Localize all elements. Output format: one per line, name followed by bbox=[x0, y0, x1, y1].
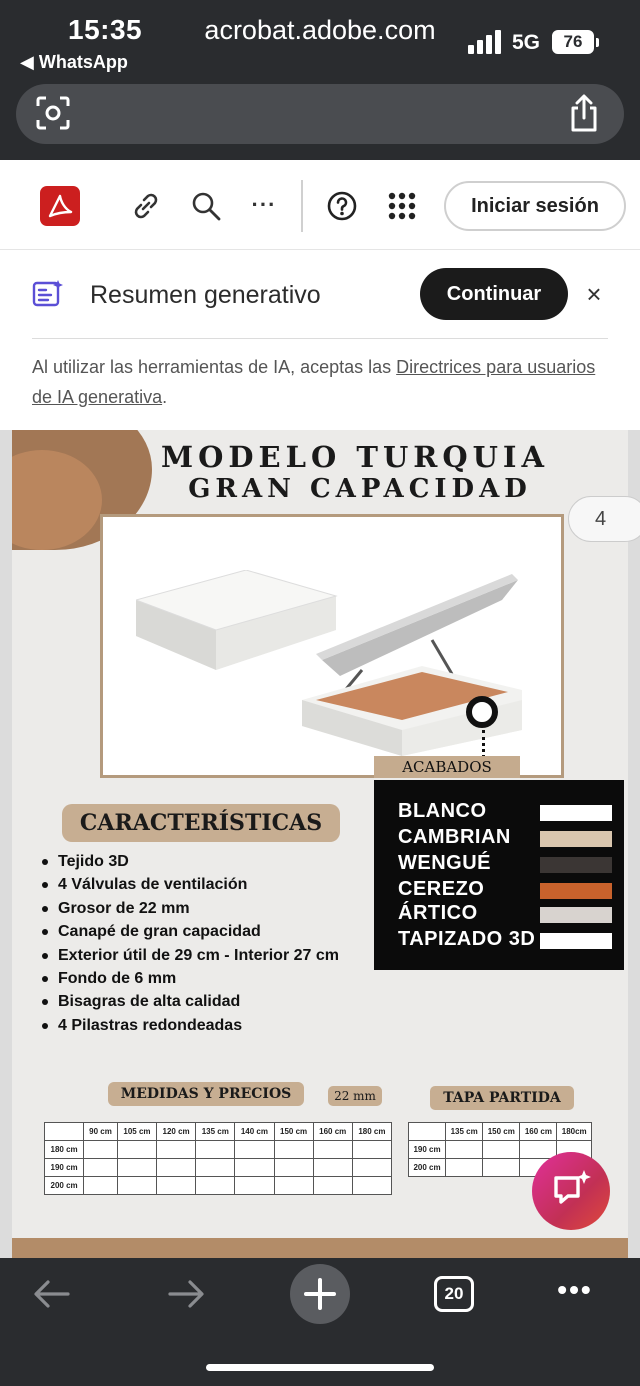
back-arrow-icon[interactable] bbox=[32, 1276, 72, 1312]
finish-swatch bbox=[540, 907, 612, 923]
plus-icon bbox=[290, 1264, 350, 1324]
prices-table bbox=[44, 1122, 392, 1195]
finish-swatch bbox=[540, 883, 612, 899]
apps-grid-icon[interactable] bbox=[386, 190, 418, 222]
row-header: 190 cm bbox=[45, 1159, 84, 1177]
list-item: Exterior útil de 29 cm - Interior 27 cm bbox=[40, 944, 339, 967]
table-header-row bbox=[409, 1123, 592, 1141]
forward-arrow-icon[interactable] bbox=[166, 1276, 206, 1312]
column-header: 150 cm bbox=[483, 1123, 520, 1141]
search-icon[interactable] bbox=[190, 190, 222, 222]
table-row bbox=[45, 1159, 392, 1177]
back-to-whatsapp-link[interactable]: ◀ WhatsApp bbox=[20, 52, 128, 72]
row-header: 190 cm bbox=[409, 1141, 446, 1159]
summary-title: Resumen generativo bbox=[90, 281, 321, 309]
table-corner bbox=[409, 1123, 446, 1141]
column-header: 135 cm bbox=[196, 1123, 235, 1141]
address-bar[interactable] bbox=[16, 84, 624, 144]
ai-assistant-icon bbox=[532, 1152, 610, 1230]
column-header: 150 cm bbox=[274, 1123, 313, 1141]
battery-indicator: 76 bbox=[552, 30, 594, 54]
column-header: 140 cm bbox=[235, 1123, 274, 1141]
characteristics-heading: CARACTERÍSTICAS bbox=[62, 804, 340, 842]
page-settings-icon[interactable] bbox=[36, 96, 70, 130]
column-header: 160 cm bbox=[313, 1123, 352, 1141]
list-item: Bisagras de alta calidad bbox=[40, 990, 339, 1013]
ai-assistant-button[interactable] bbox=[532, 1152, 610, 1230]
list-item: Grosor de 22 mm bbox=[40, 897, 339, 920]
column-header: 90 cm bbox=[84, 1123, 118, 1141]
acrobat-logo-icon[interactable] bbox=[40, 186, 80, 226]
disclaimer-end: . bbox=[162, 387, 168, 407]
column-header: 180 cm bbox=[352, 1123, 391, 1141]
split-lid-heading: TAPA PARTIDA bbox=[430, 1086, 574, 1110]
finish-swatch bbox=[540, 857, 612, 873]
ai-disclaimer bbox=[32, 352, 612, 412]
finish-swatch bbox=[540, 831, 612, 847]
home-indicator bbox=[206, 1364, 434, 1371]
finish-name: TAPIZADO 3D bbox=[398, 928, 536, 950]
finishes-panel bbox=[374, 780, 624, 970]
list-item: Tejido 3D bbox=[40, 850, 339, 873]
menu-icon[interactable]: ••• bbox=[557, 1274, 593, 1305]
open-bed-image bbox=[302, 570, 532, 760]
row-header: 200 cm bbox=[409, 1159, 446, 1177]
link-icon[interactable] bbox=[130, 190, 162, 222]
list-item: Fondo de 6 mm bbox=[40, 967, 339, 990]
finish-swatch bbox=[540, 805, 612, 821]
sign-in-button[interactable]: Iniciar sesión bbox=[444, 181, 626, 231]
tabs-count-button[interactable]: 20 bbox=[434, 1276, 474, 1312]
column-header: 160 cm bbox=[520, 1123, 557, 1141]
page-number-indicator[interactable]: 4 bbox=[568, 496, 640, 542]
column-header: 180cm bbox=[557, 1123, 592, 1141]
finish-name: CEREZO bbox=[398, 878, 485, 900]
decorative-strip bbox=[12, 1238, 628, 1258]
prices-heading: MEDIDAS Y PRECIOS bbox=[108, 1082, 304, 1106]
url-text[interactable]: acrobat.adobe.com bbox=[204, 15, 436, 45]
disclaimer-text: Al utilizar las herramientas de IA, aceptas las bbox=[32, 357, 397, 377]
status-time: 15:35 bbox=[68, 14, 143, 45]
continue-button[interactable]: Continuar bbox=[420, 268, 568, 320]
help-icon[interactable] bbox=[326, 190, 358, 222]
column-header: 105 cm bbox=[117, 1123, 156, 1141]
new-tab-button[interactable] bbox=[290, 1264, 350, 1324]
more-options-icon[interactable]: ··· bbox=[251, 192, 277, 217]
list-item: 4 Pilastras redondeadas bbox=[40, 1014, 339, 1037]
list-item: Canapé de gran capacidad bbox=[40, 920, 339, 943]
row-header: 200 cm bbox=[45, 1177, 84, 1195]
network-type: 5G bbox=[512, 31, 541, 54]
pdf-page bbox=[12, 430, 628, 1258]
ai-guidelines-link[interactable]: Directrices para usuarios de IA generativa bbox=[32, 357, 596, 407]
finish-name: ÁRTICO bbox=[398, 902, 478, 924]
finish-name: CAMBRIAN bbox=[398, 826, 511, 848]
close-icon[interactable]: × bbox=[586, 279, 602, 309]
finishes-label: ACABADOS bbox=[374, 756, 520, 778]
row-header: 180 cm bbox=[45, 1141, 84, 1159]
document-title-line-2: GRAN CAPACIDAD bbox=[188, 474, 532, 504]
thickness-badge: 22 mm bbox=[328, 1086, 382, 1106]
ai-summary-icon bbox=[32, 278, 64, 310]
column-header: 135 cm bbox=[446, 1123, 483, 1141]
table-row bbox=[45, 1141, 392, 1159]
banner-divider bbox=[32, 338, 608, 339]
finish-name: WENGUÉ bbox=[398, 852, 491, 874]
toolbar-divider bbox=[301, 180, 303, 232]
table-corner bbox=[45, 1123, 84, 1141]
column-header: 120 cm bbox=[157, 1123, 196, 1141]
list-item: 4 Válvulas de ventilación bbox=[40, 873, 339, 896]
characteristics-list bbox=[40, 850, 339, 1037]
table-row bbox=[45, 1177, 392, 1195]
finish-swatch bbox=[540, 933, 612, 949]
share-icon[interactable] bbox=[566, 94, 602, 132]
finish-hotspot-icon bbox=[466, 696, 498, 728]
document-title-line-1: MODELO TURQUIA bbox=[161, 440, 549, 474]
finish-name: BLANCO bbox=[398, 800, 487, 822]
table-header-row bbox=[45, 1123, 392, 1141]
